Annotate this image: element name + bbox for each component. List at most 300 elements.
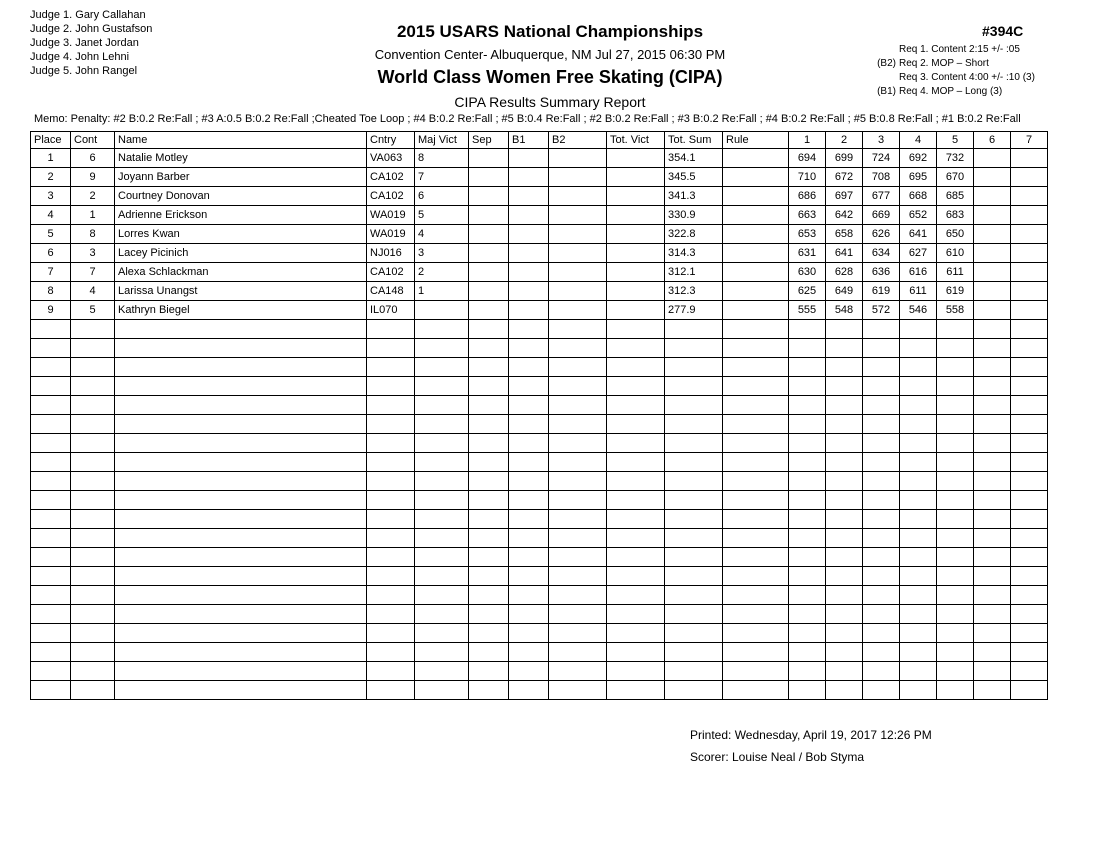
table-cell	[509, 396, 549, 415]
table-cell	[607, 377, 665, 396]
empty-table-row	[31, 434, 1048, 453]
table-cell	[665, 681, 723, 700]
table-cell	[509, 168, 549, 187]
empty-table-row	[31, 586, 1048, 605]
table-cell: 649	[826, 282, 863, 301]
table-cell	[665, 567, 723, 586]
table-cell	[937, 415, 974, 434]
table-cell	[469, 567, 509, 586]
judge-line: Judge 1. Gary Callahan	[30, 9, 146, 21]
table-cell	[974, 510, 1011, 529]
table-cell	[415, 681, 469, 700]
table-cell	[549, 168, 607, 187]
table-cell	[607, 605, 665, 624]
requirements-block	[870, 24, 1060, 99]
table-cell: 8	[31, 282, 71, 301]
table-cell	[469, 605, 509, 624]
table-cell: 6	[71, 149, 115, 168]
table-cell	[509, 149, 549, 168]
table-cell	[974, 415, 1011, 434]
table-cell	[115, 339, 367, 358]
table-cell	[469, 434, 509, 453]
table-cell	[115, 510, 367, 529]
table-cell	[115, 548, 367, 567]
table-cell: 628	[826, 263, 863, 282]
table-cell	[415, 339, 469, 358]
table-cell	[937, 624, 974, 643]
table-cell: 8	[415, 149, 469, 168]
table-cell	[789, 662, 826, 681]
table-cell: 670	[937, 168, 974, 187]
table-cell	[415, 434, 469, 453]
column-header: Name	[115, 132, 367, 149]
column-header: Sep	[469, 132, 509, 149]
table-cell	[71, 339, 115, 358]
table-cell	[469, 453, 509, 472]
table-cell	[71, 415, 115, 434]
table-cell	[509, 415, 549, 434]
column-header: Maj Vict	[415, 132, 469, 149]
table-cell: 341.3	[665, 187, 723, 206]
column-header: B1	[509, 132, 549, 149]
column-header: Place	[31, 132, 71, 149]
table-cell	[31, 396, 71, 415]
table-cell	[863, 548, 900, 567]
table-cell	[900, 643, 937, 662]
table-cell	[549, 548, 607, 567]
table-cell	[974, 320, 1011, 339]
table-cell	[1011, 377, 1048, 396]
table-cell: 558	[937, 301, 974, 320]
table-cell	[723, 453, 789, 472]
table-cell	[31, 472, 71, 491]
table-cell	[509, 605, 549, 624]
column-header: 7	[1011, 132, 1048, 149]
table-cell: 677	[863, 187, 900, 206]
table-cell	[900, 396, 937, 415]
table-cell	[31, 586, 71, 605]
empty-table-row	[31, 339, 1048, 358]
table-cell: Courtney Donovan	[115, 187, 367, 206]
table-cell: 1	[415, 282, 469, 301]
table-cell	[1011, 586, 1048, 605]
table-cell	[789, 548, 826, 567]
empty-table-row	[31, 548, 1048, 567]
table-cell	[937, 377, 974, 396]
requirement-prefix	[870, 43, 896, 57]
table-cell	[789, 339, 826, 358]
table-cell	[665, 358, 723, 377]
table-cell	[115, 358, 367, 377]
table-cell	[549, 377, 607, 396]
table-row	[31, 168, 1048, 187]
column-header: 6	[974, 132, 1011, 149]
table-cell	[469, 529, 509, 548]
table-cell	[549, 339, 607, 358]
table-cell	[723, 244, 789, 263]
table-cell	[549, 567, 607, 586]
table-cell	[789, 643, 826, 662]
table-cell	[509, 377, 549, 396]
table-cell	[415, 548, 469, 567]
table-cell	[509, 491, 549, 510]
table-cell: Kathryn Biegel	[115, 301, 367, 320]
table-cell	[900, 548, 937, 567]
table-cell	[665, 662, 723, 681]
table-cell	[415, 491, 469, 510]
table-cell: 619	[937, 282, 974, 301]
table-cell	[1011, 624, 1048, 643]
table-cell	[789, 491, 826, 510]
table-cell	[607, 415, 665, 434]
table-cell	[974, 681, 1011, 700]
table-cell	[367, 624, 415, 643]
table-cell	[509, 529, 549, 548]
table-cell	[549, 415, 607, 434]
table-cell	[367, 434, 415, 453]
table-cell	[1011, 643, 1048, 662]
table-cell	[71, 358, 115, 377]
table-cell	[789, 529, 826, 548]
table-cell	[367, 453, 415, 472]
table-cell	[723, 567, 789, 586]
table-cell	[509, 301, 549, 320]
table-cell: 4	[31, 206, 71, 225]
table-cell	[509, 206, 549, 225]
table-cell	[415, 662, 469, 681]
requirement-prefix: (B2)	[877, 58, 896, 69]
table-cell	[1011, 681, 1048, 700]
table-cell	[469, 624, 509, 643]
table-cell	[665, 624, 723, 643]
table-cell	[863, 624, 900, 643]
table-cell	[789, 453, 826, 472]
table-cell: 611	[937, 263, 974, 282]
table-cell	[826, 377, 863, 396]
table-cell	[937, 320, 974, 339]
table-cell	[469, 377, 509, 396]
table-cell: 9	[31, 301, 71, 320]
table-cell	[31, 377, 71, 396]
table-cell	[665, 586, 723, 605]
table-cell	[31, 529, 71, 548]
table-cell	[863, 396, 900, 415]
table-cell: 3	[71, 244, 115, 263]
requirement-prefix: (B1)	[877, 86, 896, 97]
table-cell	[115, 643, 367, 662]
table-cell: 555	[789, 301, 826, 320]
requirement-text: Req 1. Content 2:15 +/- :05	[899, 44, 1020, 55]
table-cell	[826, 662, 863, 681]
table-cell: 277.9	[665, 301, 723, 320]
table-cell	[607, 510, 665, 529]
table-cell	[665, 377, 723, 396]
table-cell	[549, 586, 607, 605]
column-header: Tot. Sum	[665, 132, 723, 149]
table-cell: 330.9	[665, 206, 723, 225]
table-cell: 7	[71, 263, 115, 282]
empty-table-row	[31, 681, 1048, 700]
table-cell	[1011, 225, 1048, 244]
empty-table-row	[31, 567, 1048, 586]
table-cell: 610	[937, 244, 974, 263]
table-cell	[937, 510, 974, 529]
table-cell	[723, 320, 789, 339]
table-cell	[71, 434, 115, 453]
table-cell	[723, 548, 789, 567]
memo-line: Memo: Penalty: #2 B:0.2 Re:Fall ; #3 A:0.5 B:0.2 Re:Fall ;Cheated Toe Loop ; #4 B:0.2 Re:Fall ; #5 B:0.4 Re:Fall ; #2 B:0.2 Re:Fall ; #3 B:0.2 Re:Fall ; #4 B:0.2 Re:Fall ; #5 B:0.8 Re:Fall ; #1 B:0.2 Re:Fall	[34, 113, 1021, 125]
requirement-text: Req 4. MOP – Long (3)	[899, 86, 1003, 97]
table-cell	[826, 396, 863, 415]
table-cell	[863, 320, 900, 339]
table-cell	[900, 567, 937, 586]
table-cell: VA063	[367, 149, 415, 168]
table-cell	[607, 529, 665, 548]
table-cell	[71, 491, 115, 510]
table-cell: 3	[415, 244, 469, 263]
table-cell	[71, 643, 115, 662]
table-cell	[71, 624, 115, 643]
table-cell: Adrienne Erickson	[115, 206, 367, 225]
table-cell	[937, 434, 974, 453]
table-cell	[974, 624, 1011, 643]
table-cell	[974, 339, 1011, 358]
table-cell: 5	[415, 206, 469, 225]
table-cell	[549, 434, 607, 453]
table-cell	[826, 415, 863, 434]
table-cell	[900, 358, 937, 377]
table-cell	[415, 396, 469, 415]
table-cell: 694	[789, 149, 826, 168]
table-cell	[607, 320, 665, 339]
championship-title: 2015 USARS National Championships	[396, 22, 704, 41]
table-cell	[723, 510, 789, 529]
table-row	[31, 187, 1048, 206]
table-cell	[607, 282, 665, 301]
table-cell	[937, 567, 974, 586]
table-cell	[509, 320, 549, 339]
table-cell	[71, 453, 115, 472]
table-cell	[665, 548, 723, 567]
table-cell	[607, 187, 665, 206]
table-cell	[415, 567, 469, 586]
table-cell	[900, 491, 937, 510]
table-cell	[509, 643, 549, 662]
table-cell	[1011, 149, 1048, 168]
table-cell: 642	[826, 206, 863, 225]
table-cell: NJ016	[367, 244, 415, 263]
table-cell: 619	[863, 282, 900, 301]
table-cell	[826, 681, 863, 700]
table-cell: WA019	[367, 206, 415, 225]
table-cell	[367, 510, 415, 529]
table-cell	[415, 472, 469, 491]
table-cell: 697	[826, 187, 863, 206]
table-cell	[1011, 206, 1048, 225]
table-cell: 653	[789, 225, 826, 244]
table-cell	[900, 510, 937, 529]
table-cell	[509, 339, 549, 358]
table-cell	[415, 605, 469, 624]
table-cell: Alexa Schlackman	[115, 263, 367, 282]
table-cell	[723, 263, 789, 282]
table-cell	[607, 225, 665, 244]
table-cell	[607, 301, 665, 320]
table-cell	[31, 662, 71, 681]
table-cell	[71, 567, 115, 586]
table-cell	[71, 662, 115, 681]
column-header: 4	[900, 132, 937, 149]
table-cell	[607, 396, 665, 415]
table-cell	[723, 396, 789, 415]
table-cell	[863, 453, 900, 472]
table-cell	[415, 529, 469, 548]
table-cell	[937, 681, 974, 700]
empty-table-row	[31, 643, 1048, 662]
table-cell	[31, 681, 71, 700]
table-cell	[367, 491, 415, 510]
table-cell	[367, 339, 415, 358]
table-cell	[115, 586, 367, 605]
scorer-line: Scorer: Louise Neal / Bob Styma	[690, 750, 865, 764]
table-cell: 668	[900, 187, 937, 206]
table-cell	[826, 491, 863, 510]
requirement-line	[870, 71, 1060, 85]
table-cell	[1011, 491, 1048, 510]
table-cell: WA019	[367, 225, 415, 244]
table-cell	[863, 377, 900, 396]
table-cell	[937, 339, 974, 358]
table-cell: Lacey Picinich	[115, 244, 367, 263]
table-cell: 626	[863, 225, 900, 244]
table-cell	[509, 567, 549, 586]
table-cell: IL070	[367, 301, 415, 320]
table-cell	[115, 396, 367, 415]
table-cell	[974, 263, 1011, 282]
table-cell: 625	[789, 282, 826, 301]
table-cell: 7	[415, 168, 469, 187]
table-cell	[937, 472, 974, 491]
table-cell	[900, 681, 937, 700]
empty-table-row	[31, 453, 1048, 472]
report-subtitle: CIPA Results Summary Report	[454, 94, 646, 110]
table-cell	[826, 510, 863, 529]
table-cell	[723, 377, 789, 396]
empty-table-row	[31, 529, 1048, 548]
table-cell	[826, 320, 863, 339]
table-cell	[863, 491, 900, 510]
table-cell	[367, 472, 415, 491]
table-cell: 2	[415, 263, 469, 282]
table-cell	[549, 206, 607, 225]
table-cell	[900, 453, 937, 472]
table-cell: CA148	[367, 282, 415, 301]
table-cell	[469, 548, 509, 567]
table-cell: 611	[900, 282, 937, 301]
table-cell	[415, 624, 469, 643]
table-cell	[863, 529, 900, 548]
table-cell	[826, 643, 863, 662]
table-cell: 312.1	[665, 263, 723, 282]
table-cell	[937, 491, 974, 510]
table-cell	[1011, 301, 1048, 320]
table-cell	[549, 605, 607, 624]
table-cell: Natalie Motley	[115, 149, 367, 168]
table-cell	[367, 662, 415, 681]
empty-table-row	[31, 662, 1048, 681]
table-cell	[789, 320, 826, 339]
table-cell	[937, 529, 974, 548]
table-cell	[723, 415, 789, 434]
table-cell	[826, 567, 863, 586]
table-row	[31, 206, 1048, 225]
table-cell	[974, 282, 1011, 301]
table-cell	[665, 415, 723, 434]
table-cell	[937, 453, 974, 472]
table-cell: 641	[826, 244, 863, 263]
table-cell	[509, 244, 549, 263]
table-cell	[549, 643, 607, 662]
table-cell	[789, 586, 826, 605]
table-cell	[665, 339, 723, 358]
table-cell	[415, 586, 469, 605]
table-cell	[1011, 339, 1048, 358]
table-cell	[900, 586, 937, 605]
table-cell	[863, 358, 900, 377]
table-cell: 686	[789, 187, 826, 206]
table-cell	[367, 377, 415, 396]
table-cell	[31, 548, 71, 567]
table-cell	[469, 681, 509, 700]
column-header: Cont	[71, 132, 115, 149]
table-cell	[31, 339, 71, 358]
table-cell	[607, 662, 665, 681]
table-cell: Joyann Barber	[115, 168, 367, 187]
event-number: #394C	[982, 23, 1024, 39]
table-cell	[367, 605, 415, 624]
table-cell: 312.3	[665, 282, 723, 301]
table-cell	[937, 586, 974, 605]
table-cell	[789, 681, 826, 700]
table-row	[31, 225, 1048, 244]
table-cell: 2	[71, 187, 115, 206]
table-cell	[469, 149, 509, 168]
table-cell	[607, 358, 665, 377]
table-cell: 572	[863, 301, 900, 320]
table-cell	[937, 548, 974, 567]
table-cell	[789, 472, 826, 491]
table-cell	[789, 396, 826, 415]
table-cell	[367, 529, 415, 548]
judge-line: Judge 4. John Lehni	[30, 51, 130, 63]
requirement-line	[870, 85, 1060, 99]
table-cell	[115, 472, 367, 491]
empty-table-row	[31, 472, 1048, 491]
table-cell	[607, 681, 665, 700]
table-cell	[31, 605, 71, 624]
table-cell	[509, 548, 549, 567]
table-cell	[826, 548, 863, 567]
table-cell	[469, 510, 509, 529]
judge-line: Judge 5. John Rangel	[30, 65, 138, 77]
table-cell	[723, 586, 789, 605]
table-cell	[367, 681, 415, 700]
table-cell: 4	[71, 282, 115, 301]
table-cell: 699	[826, 149, 863, 168]
table-cell: 692	[900, 149, 937, 168]
table-cell	[665, 472, 723, 491]
table-cell	[974, 529, 1011, 548]
